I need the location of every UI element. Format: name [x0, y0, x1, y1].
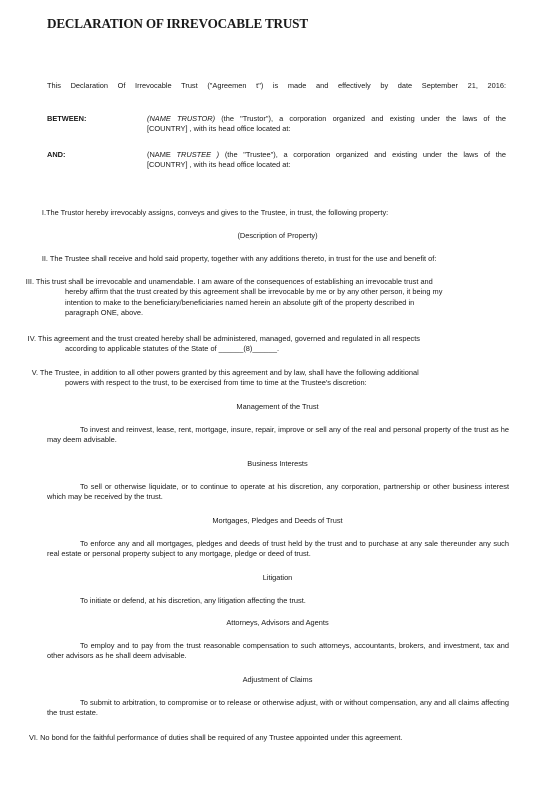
section-text: To initiate or defend, at his discretion, any litigation affecting the trust.: [80, 596, 306, 605]
clause-iii: III. This trust shall be irrevocable and unamendable. I am aware of the consequences of establishing an irrevocable trust and hereby affirm that the trust created by this agreement shall be irrevocable by me or by any other person, it being my intention to make to the beneficiary/beneficiaries named herein an absolute gift of the property described in paragraph ONE, above.: [25, 277, 443, 318]
section-text: To employ and to pay from the trust reasonable compensation to such attorneys, accountants, brokers, and investment, tax and other advisors as he shall deem advisable.: [47, 641, 509, 661]
section-text: To invest and reinvest, lease, rent, mortgage, insure, repair, improve or sell any of the real and personal property of the trust as he may deem advisable.: [47, 425, 509, 445]
section-heading: Business Interests: [247, 459, 308, 468]
and-label: AND:: [47, 150, 66, 159]
section-heading: Adjustment of Claims: [242, 675, 313, 684]
clause-ii: II. The Trustee shall receive and hold said property, together with any additions thereto, in trust for the use and benefit of:: [41, 254, 437, 263]
description-of-property: (Description of Property): [237, 231, 318, 240]
section-heading: Litigation: [262, 573, 293, 582]
between-text: (NAME TRUSTOR) (the "Trustor"), a corporation organized and existing under the laws of the [COUNTRY] , with its head office located at:: [147, 114, 506, 134]
section-heading: Attorneys, Advisors and Agents: [226, 618, 329, 627]
party-and: [47, 150, 506, 171]
trustor-name: (NAME TRUSTOR): [147, 114, 216, 123]
clause-vi: VI. No bond for the faithful performance of duties shall be required of any Trustee appointed under this agreement.: [28, 733, 403, 742]
section-heading: Mortgages, Pledges and Deeds of Trust: [212, 516, 343, 525]
document-title: DECLARATION OF IRREVOCABLE TRUST: [47, 16, 308, 31]
section-text: To enforce any and all mortgages, pledges and deeds of trust held by the trust and to purchase at any sale thereunder any such real estate or personal property subject to any mortgage, pledge or deed of trust.: [47, 539, 509, 559]
clause-iv: IV. This agreement and the trust created hereby shall be administered, managed, governed and regulated in all respects according to applicable statutes of the State of ______(8)______.: [27, 334, 421, 354]
between-label: BETWEEN:: [47, 114, 87, 123]
party-between: [47, 114, 506, 135]
intro-paragraph: This Declaration Of Irrevocable Trust ("Agreemen t") is made and effectively by date September 21, 2016:: [47, 81, 506, 90]
clause-v: V. The Trustee, in addition to all other powers granted by this agreement and by law, shall have the following additional powers with respect to the trust, to be exercised from time to time at the Trustee's discretion:: [31, 368, 419, 388]
and-text: (NAME TRUSTEE ) (the "Trustee"), a corporation organized and existing under the laws of the [COUNTRY] , with its head office located at:: [147, 150, 506, 170]
section-text: To sell or otherwise liquidate, or to continue to operate at his discretion, any corporation, partnership or other business interest which may be received by the trust.: [47, 482, 509, 502]
clause-i: I.The Trustor hereby irrevocably assigns, conveys and gives to the Trustee, in trust, the following property:: [41, 208, 389, 217]
trustee-name: TRUSTEE ): [176, 150, 220, 159]
section-text: To submit to arbitration, to compromise or to release or otherwise adjust, with or without compensation, any and all claims affecting the trust estate.: [47, 698, 509, 718]
section-heading: Management of the Trust: [236, 402, 319, 411]
